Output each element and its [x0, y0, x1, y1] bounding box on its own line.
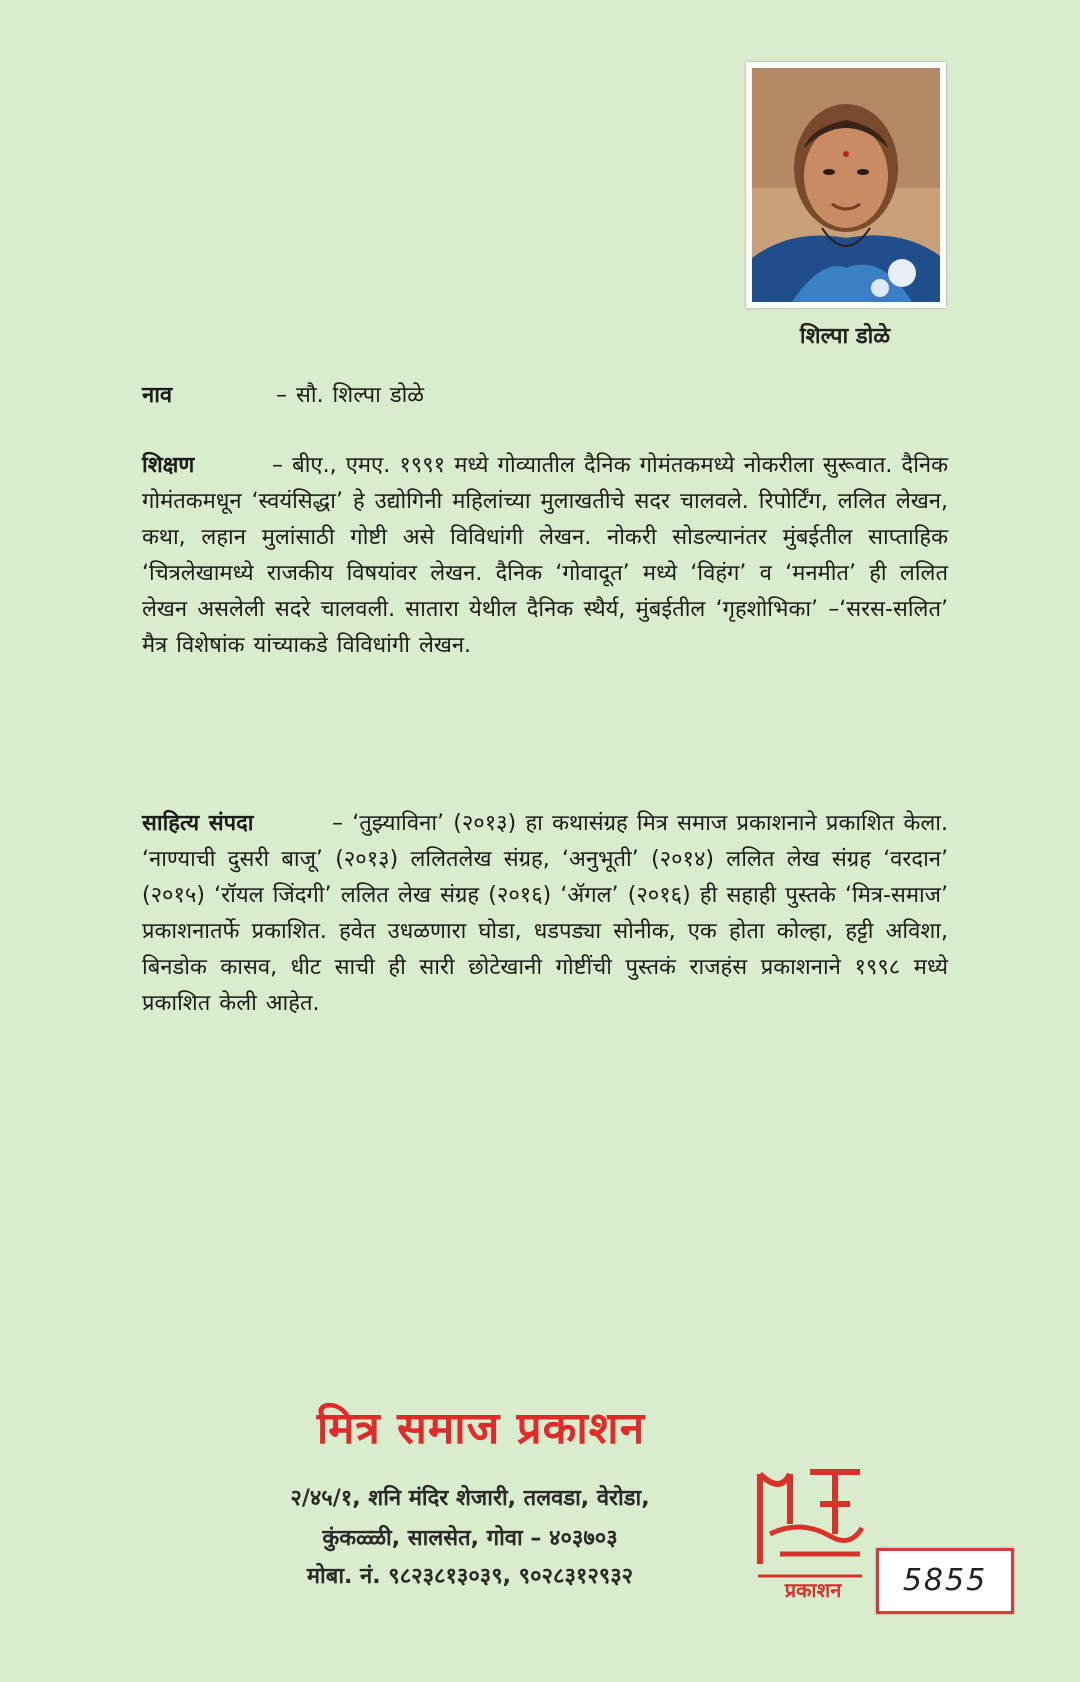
publisher-name: मित्र समाज प्रकाशन — [316, 1403, 646, 1454]
bio-literature-row — [142, 806, 948, 1022]
publisher-address-line1: २/४५/१, शनि मंदिर शेजारी, तलवडा, वेरोडा, — [290, 1486, 650, 1511]
publisher-address-line2: कुंकळ्ळी, सालसेत, गोवा – ४०३७०३ — [322, 1526, 618, 1551]
author-photo-caption: शिल्पा डोळे — [799, 324, 891, 349]
author-photo — [752, 68, 940, 302]
education-text: – बीए., एमए. १९९१ मध्ये गोव्यातील दैनिक गोमंतकमध्ये नोकरीला सुरूवात. दैनिक गोमंतकमधून ‘स्वयंसिद्धा’ हे उद्योगिनी महिलांच्या मुलाखतीचे सदर चालवले. रिपोर्टिंग, ललित लेखन, कथा, लहान मुलांसाठी गोष्टी असे विविधांगी लेखन. नोकरी सोडल्यानंतर मुंबईतील साप्ताहिक ‘चित्रलेखामध्ये राजकीय विषयांवर लेखन. दैनिक ‘गोवादूत’ मध्ये ‘विहंग’ व ‘मनमीत’ ही ललित लेखन असलेली सदरे चालवली. सातारा येथील दैनिक स्थैर्य, मुंबईतील ‘गृहशोभिका’ –‘सरस-सलित’ मैत्र विशेषांक यांच्याकडे विविधांगी लेखन. — [142, 453, 948, 658]
literature-label: साहित्य संपदा — [142, 811, 254, 836]
bio-education-row — [142, 448, 948, 664]
catalog-tag — [876, 1548, 1014, 1614]
name-label: नाव — [142, 383, 173, 408]
education-label: शिक्षण — [142, 453, 195, 478]
author-photo-frame — [746, 62, 946, 308]
publisher-logo-text: प्रकाशन — [784, 1578, 842, 1602]
publisher-phone: मोबा. नं. ९८२३८१३०३९, ९०२८३१२९३२ — [306, 1564, 634, 1589]
catalog-tag-number: 5855 — [902, 1563, 988, 1598]
name-value: – सौ. शिल्पा डोळे — [276, 383, 425, 408]
literature-text: – ‘तुझ्याविना’ (२०१३) हा कथासंग्रह मित्र समाज प्रकाशनाने प्रकाशित केला. ‘नाण्याची दुसरी बाजू’ (२०१३) ललितलेख संग्रह, ‘अनुभूती’ (२०१४) ललित लेख संग्रह ‘वरदान’ (२०१५) ‘रॉयल जिंदगी’ ललित लेख संग्रह (२०१६) ‘ॲगल’ (२०१६) ही सहाही पुस्तके ‘मित्र-समाज’ प्रकाशनातर्फे प्रकाशित. हवेत उधळणारा घोडा, धडपड्या सोनीक, एक होता कोल्हा, हट्टी अविशा, बिनडोक कासव, धीट साची ही सारी छोटेखानी गोष्टींची पुस्तकं राजहंस प्रकाशनाने १९९८ मध्ये प्रकाशित केली आहेत. — [142, 811, 948, 1016]
bio-name-row — [142, 378, 948, 414]
